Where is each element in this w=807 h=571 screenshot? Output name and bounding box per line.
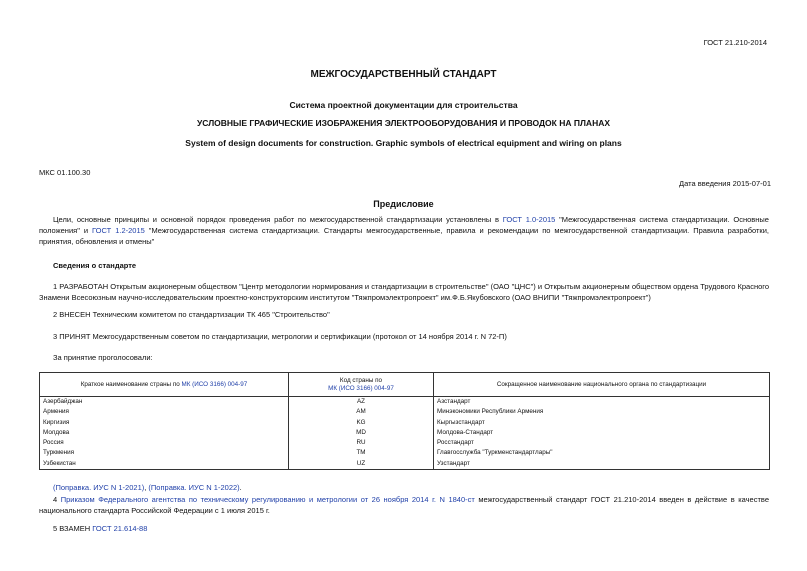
table-row [40, 418, 770, 428]
amendment-2021-link[interactable]: (Поправка. ИУС N 1-2021) [53, 483, 145, 492]
table-row [40, 428, 770, 438]
col-country-header: Краткое наименование страны по МК (ИСО 3166) 004-97 [40, 373, 289, 397]
country-cell: Узбекистан [40, 459, 289, 470]
info-item-4: 4 Приказом Федерального агентства по техническому регулированию и метрологии от 26 ноября 2014 г. N 1840-ст межгосударственный стандарт ГОСТ 21.210-2014 введен в действие в качестве национального стандарта Российской Федерации с 1 июля 2015 г. [39, 495, 769, 515]
country-cell: Туркмения [40, 448, 289, 458]
table-row [40, 397, 770, 408]
intro-date: Дата введения 2015-07-01 [679, 179, 771, 188]
system-name: Система проектной документации для строительства [289, 100, 518, 110]
info-item-5: 5 ВЗАМЕН ГОСТ 21.614-88 [53, 524, 148, 533]
amendment-2022-link[interactable]: (Поправка. ИУС N 1-2022) [148, 483, 240, 492]
info-item-3: 3 ПРИНЯТ Межгосударственным советом по стандартизации, метрологии и сертификации (протокол от 14 ноября 2014 г. N 72-П) [53, 332, 507, 341]
info-item-2: 2 ВНЕСЕН Техническим комитетом по стандартизации ТК 465 "Строительство" [53, 310, 330, 319]
info-heading: Сведения о стандарте [53, 261, 137, 270]
table-row [40, 459, 770, 470]
standard-type: МЕЖГОСУДАРСТВЕННЫЙ СТАНДАРТ [310, 69, 497, 80]
body-cell: Главгосслужба "Туркменстандартлары" [434, 448, 770, 458]
body-cell: Росстандарт [434, 438, 770, 448]
country-cell: Киргизия [40, 418, 289, 428]
code-cell: UZ [289, 459, 434, 470]
code-cell: MD [289, 428, 434, 438]
body-cell: Минэкономики Республики Армения [434, 407, 770, 417]
code-cell: AZ [289, 397, 434, 408]
code-cell: TM [289, 448, 434, 458]
body-cell: Азстандарт [434, 397, 770, 408]
countries-table [39, 372, 770, 470]
country-cell: Армения [40, 407, 289, 417]
mks-code: МКС 01.100.30 [39, 168, 91, 177]
country-cell: Россия [40, 438, 289, 448]
table-row [40, 407, 770, 417]
col-code-header: Код страны по МК (ИСО 3166) 004-97 [289, 373, 434, 397]
mk-iso-link[interactable]: МК (ИСО 3166) 004-97 [181, 380, 248, 388]
gost-1-0-link[interactable]: ГОСТ 1.0-2015 [502, 215, 556, 224]
body-cell: Кыргызстандарт [434, 418, 770, 428]
table-header-row [40, 373, 770, 397]
table-row [40, 438, 770, 448]
info-item-1: 1 РАЗРАБОТАН Открытым акционерным обществом "Центр методологии нормирования и стандартизации в строительстве" (ОАО "ЦНС") и Открытым акционерным обществом ордена Трудового Красного Знамени Всесоюзным научно-исследовательским проектно-конструкторским институтом "Тяжпромэлектропроект" им.Ф.Б.Якубовского (ОАО ВНИПИ "Тяжпромэлектропроект") [39, 282, 769, 302]
table-row [40, 448, 770, 458]
mk-iso-link[interactable]: МК (ИСО 3166) 004-97 [328, 384, 394, 392]
gost-1-2-link[interactable]: ГОСТ 1.2-2015 [92, 226, 145, 235]
country-cell: Азербайджан [40, 397, 289, 408]
foreword-title: Предисловие [373, 199, 434, 209]
title-ru: УСЛОВНЫЕ ГРАФИЧЕСКИЕ ИЗОБРАЖЕНИЯ ЭЛЕКТРООБОРУДОВАНИЯ И ПРОВОДОК НА ПЛАНАХ [196, 118, 611, 128]
code-cell: RU [289, 438, 434, 448]
foreword-text-c: "Межгосударственная система стандартизации. Стандарты межгосударственные, правила и рекомендации по межгосударственной стандартизации. Правила разработки, принятия, обновления и отмены" [39, 226, 769, 246]
foreword-paragraph [39, 214, 769, 247]
col-body-header: Сокращенное наименование национального органа по стандартизации [434, 373, 770, 397]
title-en: System of design documents for construction. Graphic symbols of electrical equipment and wiring on plans [185, 138, 622, 148]
body-cell: Молдова-Стандарт [434, 428, 770, 438]
code-cell: AM [289, 407, 434, 417]
foreword-text-b: "Межгосударственная система стандартизации. Основные положения" и [39, 215, 769, 235]
gost-21-614-link[interactable]: ГОСТ 21.614-88 [92, 524, 148, 533]
code-cell: KG [289, 418, 434, 428]
voted-label: За принятие проголосовали: [53, 353, 153, 362]
body-cell: Узстандарт [434, 459, 770, 470]
amendments-line: (Поправка. ИУС N 1-2021), (Поправка. ИУС N 1-2022). [53, 483, 242, 492]
foreword-text-a: Цели, основные принципы и основной порядок проведения работ по межгосударственной стандартизации установлены в [53, 215, 503, 224]
doc-code: ГОСТ 21.210-2014 [703, 38, 767, 47]
country-cell: Молдова [40, 428, 289, 438]
order-link[interactable]: Приказом Федерального агентства по техническому регулированию и метрологии от 26 ноября 2014 г. N 1840-ст [60, 495, 475, 504]
